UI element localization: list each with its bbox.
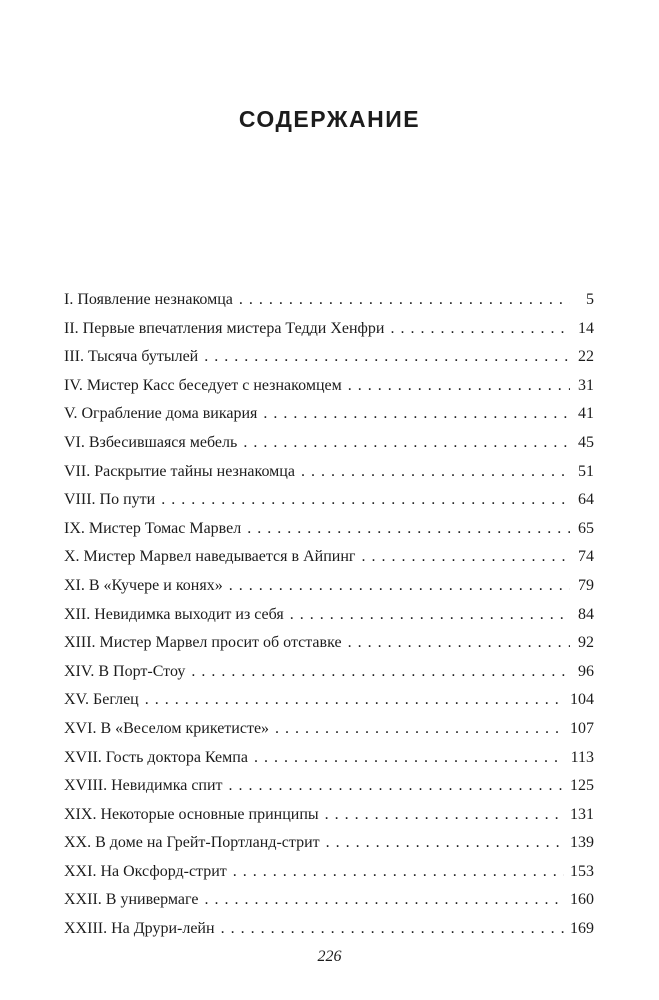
toc-entry [64, 346, 594, 375]
dot-leader [204, 889, 564, 911]
dot-leader [243, 432, 570, 454]
toc-entry-page-number: 160 [570, 891, 594, 909]
toc-entry-title: XIV. В Порт-Стоу [64, 662, 186, 680]
toc-entry-title: III. Тысяча бутылей [64, 348, 199, 366]
toc-entry [64, 604, 594, 633]
toc-entry-page-number: 84 [578, 605, 594, 623]
toc-entry-page-number: 153 [570, 862, 594, 880]
toc-entry-title: XVIII. Невидимка спит [64, 777, 223, 795]
toc-entry-title: XIX. Некоторые основные принципы [64, 805, 319, 823]
toc-entry [64, 489, 594, 518]
page-title: СОДЕРЖАНИЕ [238, 106, 421, 133]
toc-entry [64, 918, 594, 947]
toc-entry-page-number: 5 [586, 291, 594, 308]
toc-entry-page-number: 113 [570, 748, 594, 766]
toc-entry-title: XX. В доме на Грейт-Портланд-стрит [64, 834, 320, 852]
toc-entry-page-number: 79 [578, 576, 594, 594]
toc-entry-page-number: 51 [578, 462, 594, 480]
toc-entry [64, 689, 594, 718]
toc-entry-page-number: 96 [578, 662, 594, 680]
toc-entry [64, 403, 594, 432]
toc-entry-title: VIII. По пути [64, 491, 156, 509]
page-number: 226 [317, 948, 342, 965]
toc-entry [64, 461, 594, 490]
dot-leader [361, 546, 570, 568]
toc-entry-title: XV. Беглец [64, 691, 139, 709]
toc-entry [64, 432, 594, 461]
dot-leader [247, 518, 570, 540]
toc-entry [64, 375, 594, 404]
toc-entry-page-number: 64 [578, 491, 594, 509]
dot-leader [275, 718, 564, 740]
dot-leader [233, 861, 564, 883]
dot-leader [254, 747, 565, 769]
toc-entry-title: XXIII. На Друри-лейн [64, 920, 215, 938]
toc-entry-page-number: 22 [578, 348, 594, 366]
toc-entry-title: XVII. Гость доктора Кемпа [64, 748, 248, 766]
dot-leader [239, 289, 570, 311]
table-of-contents [64, 289, 594, 947]
toc-entry [64, 632, 594, 661]
toc-entry-page-number: 14 [578, 319, 594, 337]
toc-entry [64, 289, 594, 318]
toc-entry-page-number: 41 [578, 405, 594, 423]
toc-entry [64, 518, 594, 547]
toc-entry-title: XII. Невидимка выходит из себя [64, 605, 284, 623]
dot-leader [204, 346, 570, 368]
toc-entry-page-number: 139 [570, 834, 594, 852]
toc-entry-page-number: 104 [570, 691, 594, 709]
toc-entry-title: VI. Взбесившаяся мебель [64, 433, 238, 451]
toc-entry-title: XVI. В «Веселом крикетисте» [64, 719, 270, 737]
dot-leader [161, 489, 570, 511]
toc-entry [64, 889, 594, 918]
toc-entry-title: V. Ограбление дома викария [64, 405, 258, 423]
toc-entry-title: IV. Мистер Касс беседует с незнакомцем [64, 376, 342, 394]
toc-entry-title: I. Появление незнакомца [64, 291, 233, 308]
toc-entry [64, 661, 594, 690]
toc-entry-page-number: 31 [578, 376, 594, 394]
dot-leader [145, 689, 564, 711]
toc-entry [64, 775, 594, 804]
toc-entry-title: XIII. Мистер Марвел просит об отставке [64, 634, 342, 652]
toc-entry-title: XXII. В универмаге [64, 891, 199, 909]
toc-entry [64, 546, 594, 575]
dot-leader [348, 375, 570, 397]
dot-leader [325, 804, 564, 826]
toc-entry [64, 747, 594, 776]
toc-entry-title: IX. Мистер Томас Марвел [64, 519, 242, 537]
toc-entry-page-number: 45 [578, 433, 594, 451]
toc-entry [64, 318, 594, 347]
toc-entry-title: X. Мистер Марвел наведывается в Айпинг [64, 548, 356, 566]
dot-leader [348, 632, 570, 654]
dot-leader [229, 575, 570, 597]
dot-leader [263, 403, 570, 425]
toc-entry-page-number: 107 [570, 719, 594, 737]
dot-leader [290, 604, 570, 626]
toc-entry-title: VII. Раскрытие тайны незнакомца [64, 462, 295, 480]
toc-entry-page-number: 169 [570, 920, 594, 938]
dot-leader [229, 775, 564, 797]
toc-entry [64, 832, 594, 861]
toc-entry-page-number: 125 [570, 777, 594, 795]
toc-entry-page-number: 65 [578, 519, 594, 537]
toc-entry [64, 575, 594, 604]
dot-leader [326, 832, 564, 854]
toc-entry-page-number: 74 [578, 548, 594, 566]
toc-entry-title: XI. В «Кучере и конях» [64, 576, 223, 594]
toc-entry [64, 718, 594, 747]
dot-leader [390, 318, 570, 340]
dot-leader [191, 661, 570, 683]
toc-entry-title: XXI. На Оксфорд-стрит [64, 862, 227, 880]
toc-entry [64, 804, 594, 833]
toc-entry-page-number: 92 [578, 634, 594, 652]
toc-entry [64, 861, 594, 890]
dot-leader [221, 918, 564, 940]
toc-entry-page-number: 131 [570, 805, 594, 823]
dot-leader [301, 461, 570, 483]
toc-entry-title: II. Первые впечатления мистера Тедди Хенфри [64, 319, 385, 337]
